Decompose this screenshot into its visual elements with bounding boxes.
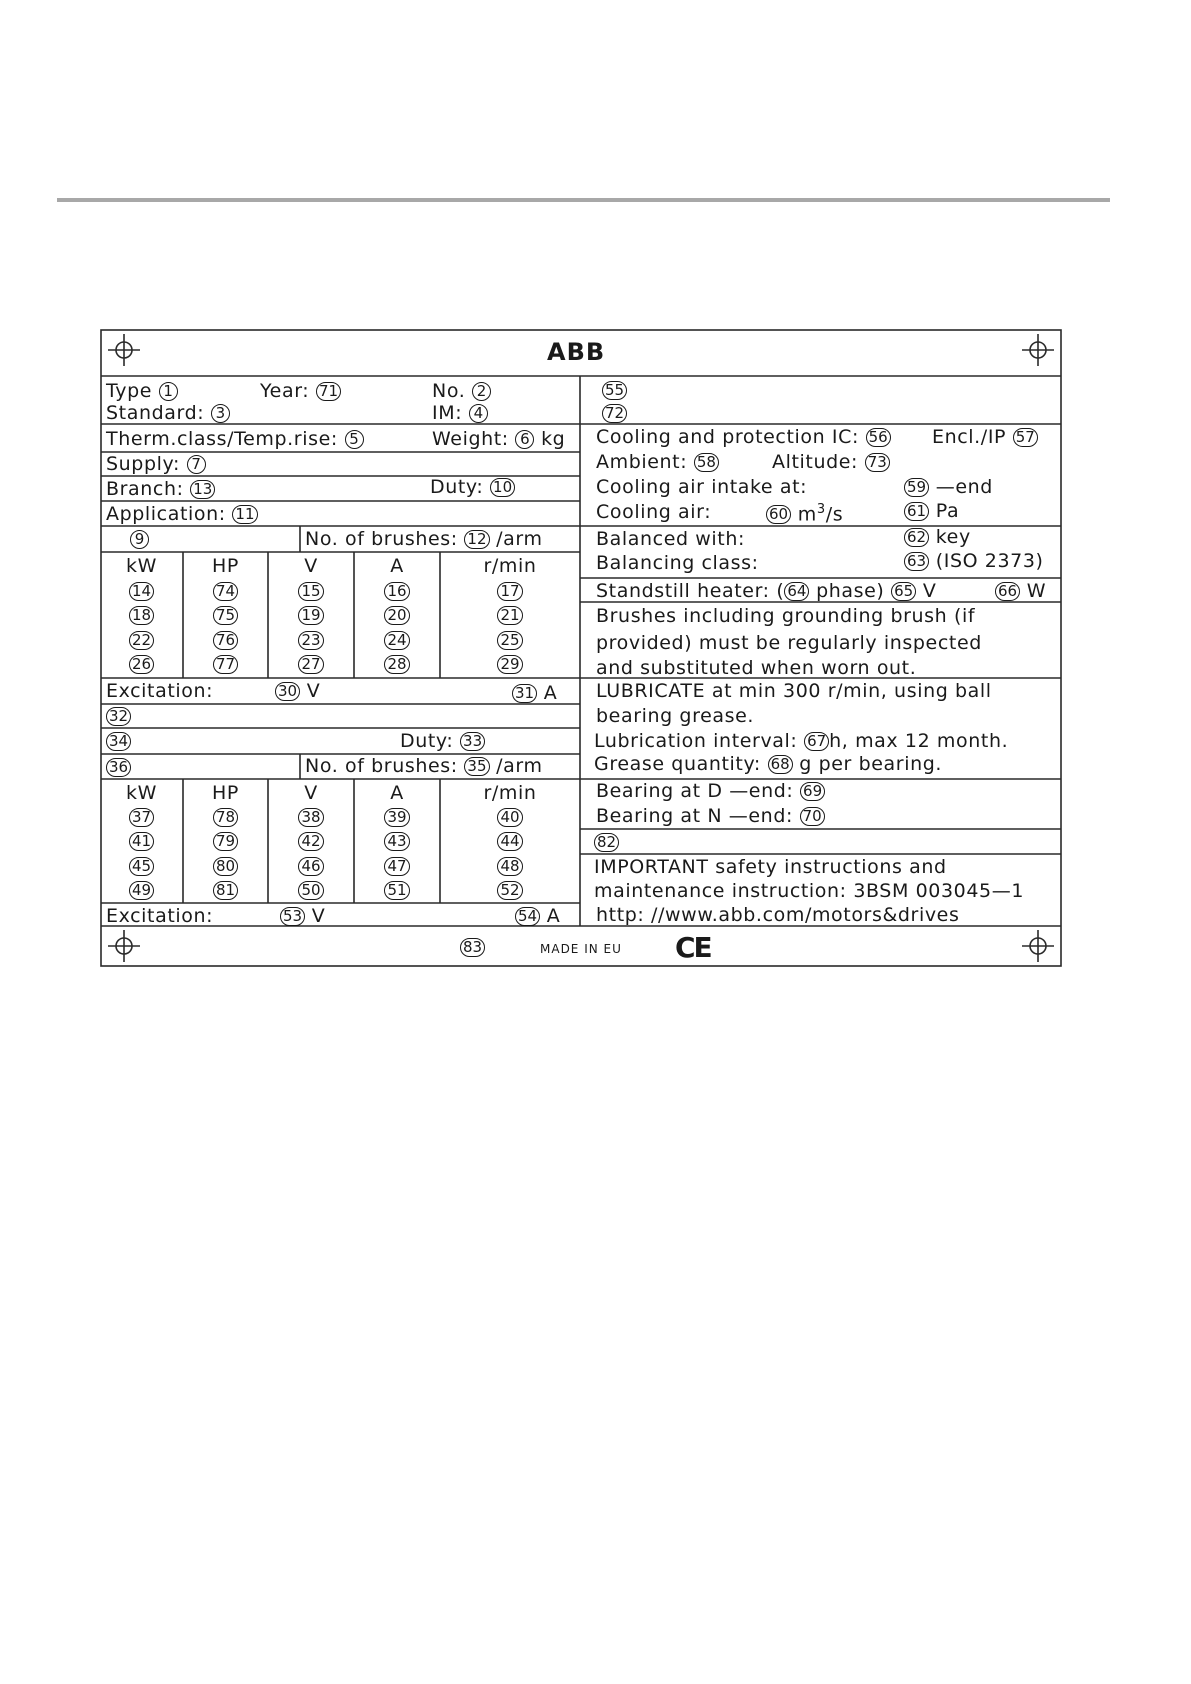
table-cell: 74 — [183, 580, 268, 602]
important-line1: IMPORTANT safety instructions and — [594, 856, 947, 878]
table-cell: 40 — [440, 806, 580, 828]
table-cell: 15 — [268, 580, 354, 602]
col-kw: kW — [126, 555, 157, 577]
altitude: Altitude: 73 — [772, 451, 890, 473]
table-cell: 17 — [440, 580, 580, 602]
lubricate-line2: bearing grease. — [596, 705, 755, 727]
block2-exc-amps: 54 A — [515, 905, 560, 927]
nameplate-drawing — [100, 328, 1062, 970]
block2-excitation: Excitation: — [106, 905, 214, 927]
top-rule — [57, 198, 1110, 202]
table-cell: 38 — [268, 806, 354, 828]
table-cell: 24 — [354, 629, 440, 651]
table-cell: 28 — [354, 653, 440, 675]
block1-id: 9 — [130, 528, 149, 550]
table-cell: 49 — [100, 879, 183, 901]
table-cell: 76 — [183, 629, 268, 651]
table-cell: 23 — [268, 629, 354, 651]
cooling-protection: Cooling and protection IC: 56 — [596, 426, 891, 448]
table-cell: 22 — [100, 629, 183, 651]
col-hp: HP — [212, 555, 239, 577]
table-cell: 20 — [354, 604, 440, 626]
block1-exc-amps: 31 A — [512, 682, 557, 704]
no-field: No. 2 — [432, 380, 491, 402]
middle-duty: Duty: 33 — [400, 730, 485, 752]
cooling-air-flow: 60 $m^3/s$ — [766, 499, 843, 525]
table-cell: 19 — [268, 604, 354, 626]
table-cell: 81 — [183, 879, 268, 901]
col-rmin: r/min — [483, 782, 537, 804]
table-cell: 29 — [440, 653, 580, 675]
table-cell: 51 — [354, 879, 440, 901]
made-in-eu: MADE IN EU — [540, 942, 622, 956]
col-a: A — [390, 782, 404, 804]
table-cell: 43 — [354, 830, 440, 852]
field-72: 72 — [602, 402, 627, 424]
table-cell: 45 — [100, 855, 183, 877]
table-cell: 80 — [183, 855, 268, 877]
im-field: IM: 4 — [432, 402, 488, 424]
table-cell: 39 — [354, 806, 440, 828]
block1-exc-volts: 30 V — [275, 680, 320, 702]
field-82: 82 — [594, 831, 619, 853]
ce-mark: CE — [675, 931, 711, 964]
duty-field: Duty: 10 — [430, 476, 515, 498]
standstill-heater: Standstill heater: ( 64 phase) 65 V — [596, 580, 937, 602]
table-cell: 48 — [440, 855, 580, 877]
table-cell: 37 — [100, 806, 183, 828]
abb-logo: ABB — [547, 338, 606, 366]
standard-field: Standard: 3 — [106, 402, 230, 424]
col-kw: kW — [126, 782, 157, 804]
field-83: 83 — [460, 936, 485, 958]
cooling-air-intake: Cooling air intake at: — [596, 476, 808, 498]
block1-excitation: Excitation: — [106, 680, 214, 702]
brushes-note-line3: and substituted when worn out. — [596, 657, 917, 679]
cooling-air-pressure: 61 Pa — [904, 500, 959, 522]
table-cell: 78 — [183, 806, 268, 828]
table-cell: 46 — [268, 855, 354, 877]
website-url: http: //www.abb.com/motors&drives — [596, 904, 960, 926]
table-cell: 25 — [440, 629, 580, 651]
table-cell: 42 — [268, 830, 354, 852]
block1-brushes: No. of brushes: 12 /arm — [305, 528, 543, 550]
weight-field: Weight: 6 kg — [432, 428, 566, 450]
table-cell: 14 — [100, 580, 183, 602]
lubrication-interval: Lubrication interval: 67 h, max 12 month. — [594, 730, 1009, 752]
year-field: Year: 71 — [260, 380, 341, 402]
cooling-air-intake-value: 59 —end — [904, 476, 993, 498]
block2-brushes: No. of brushes: 35 /arm — [305, 755, 543, 777]
table-cell: 75 — [183, 604, 268, 626]
col-rmin: r/min — [483, 555, 537, 577]
brushes-note-line1: Brushes including grounding brush (if — [596, 605, 976, 627]
table-cell: 16 — [354, 580, 440, 602]
supply-field: Supply: 7 — [106, 453, 206, 475]
col-v: V — [304, 555, 318, 577]
table-cell: 21 — [440, 604, 580, 626]
application-field: Application: 11 — [106, 503, 258, 525]
grease-quantity: Grease quantity: 68 g per bearing. — [594, 753, 943, 775]
balancing-class-value: 63 (ISO 2373) — [904, 550, 1044, 572]
type-field: Type 1 — [106, 380, 178, 402]
bearing-n-end: Bearing at N —end: 70 — [596, 805, 825, 827]
table-cell: 26 — [100, 653, 183, 675]
balanced-with-value: 62 key — [904, 526, 971, 548]
enclosure-ip: Encl./IP 57 — [932, 426, 1038, 448]
field-55: 55 — [602, 379, 627, 401]
branch-field: Branch: 13 — [106, 478, 215, 500]
field-32: 32 — [106, 705, 131, 727]
block2-id: 36 — [106, 756, 131, 778]
col-a: A — [390, 555, 404, 577]
important-line2: maintenance instruction: 3BSM 003045—1 — [594, 880, 1025, 902]
ambient: Ambient: 58 — [596, 451, 719, 473]
table-cell: 47 — [354, 855, 440, 877]
col-hp: HP — [212, 782, 239, 804]
bearing-d-end: Bearing at D —end: 69 — [596, 780, 825, 802]
table-cell: 18 — [100, 604, 183, 626]
table-cell: 77 — [183, 653, 268, 675]
cooling-air: Cooling air: — [596, 501, 712, 523]
field-34: 34 — [106, 730, 131, 752]
balanced-with: Balanced with: — [596, 528, 745, 550]
lubricate-line1: LUBRICATE at min 300 r/min, using ball — [596, 680, 992, 702]
therm-class-field: Therm.class/Temp.rise: 5 — [106, 428, 364, 450]
table-cell: 27 — [268, 653, 354, 675]
table-cell: 50 — [268, 879, 354, 901]
col-v: V — [304, 782, 318, 804]
table-cell: 41 — [100, 830, 183, 852]
standstill-heater-watts: 66 W — [995, 580, 1046, 602]
table-cell: 79 — [183, 830, 268, 852]
block2-exc-volts: 53 V — [280, 905, 325, 927]
brushes-note-line2: provided) must be regularly inspected — [596, 632, 982, 654]
table-cell: 44 — [440, 830, 580, 852]
table-cell: 52 — [440, 879, 580, 901]
balancing-class: Balancing class: — [596, 552, 759, 574]
